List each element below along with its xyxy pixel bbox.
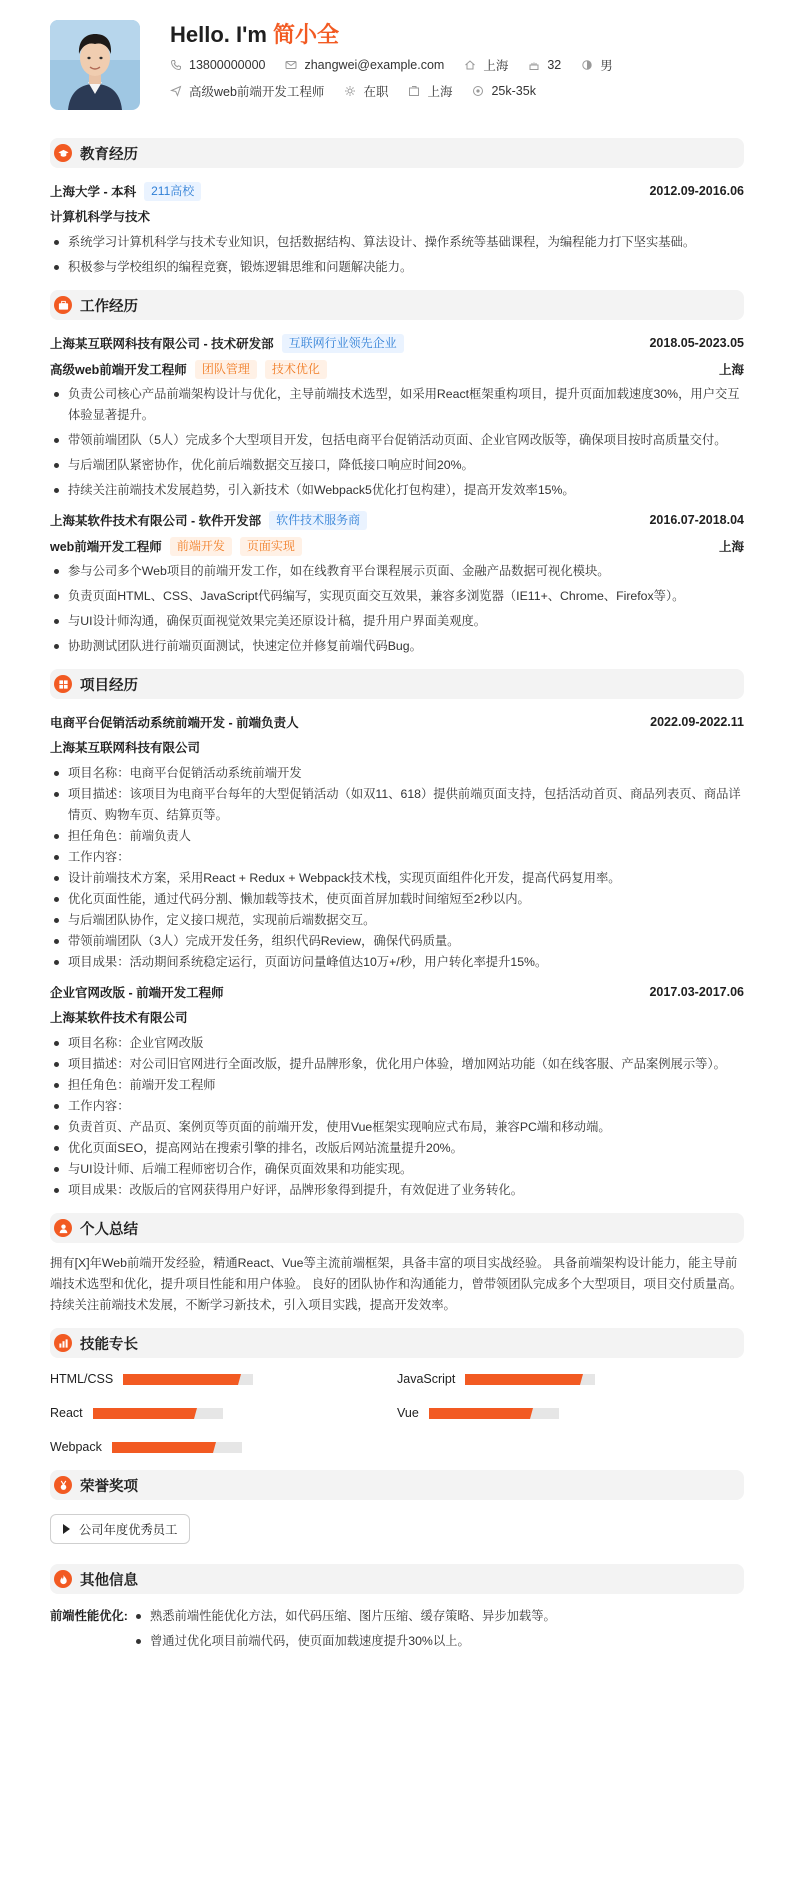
skill-bar: [93, 1408, 223, 1419]
section-other: 其他信息: [50, 1564, 744, 1594]
user-icon: [54, 1219, 72, 1237]
job-date: 2018.05-2023.05: [649, 336, 744, 350]
other-label: 前端性能优化:: [50, 1609, 128, 1623]
skill-item: JavaScript: [397, 1368, 744, 1390]
list-item: 与后端团队紧密协作，优化前后端数据交互接口，降低接口响应时间20%。: [50, 455, 744, 476]
phone-icon: [170, 59, 182, 71]
project-date: 2017.03-2017.06: [649, 985, 744, 999]
other-list: [132, 1604, 556, 1654]
project-entry: [50, 709, 744, 735]
page-title: Hello. I'm 简小全: [170, 22, 340, 47]
list-item: 参与公司多个Web项目的前端开发工作，如在线教育平台课程展示页面、金融产品数据可视化模块。: [50, 561, 744, 582]
job-date: 2016.07-2018.04: [649, 513, 744, 527]
skill-item: Webpack: [50, 1436, 397, 1458]
list-item: 负责页面HTML、CSS、JavaScript代码编写，实现页面交互效果，兼容多浏览器（IE11+、Chrome、Firefox等）。: [50, 586, 744, 607]
company-name: 上海某互联网科技有限公司 - 技术研发部: [50, 337, 274, 351]
skill-bar: [429, 1408, 559, 1419]
major: 计算机科学与技术: [50, 210, 151, 224]
list-item: 优化页面SEO，提高网站在搜索引擎的排名，改版后网站流量提升20%。: [50, 1138, 744, 1159]
company-tag: 软件技术服务商: [269, 511, 367, 530]
skill-item: HTML/CSS: [50, 1368, 397, 1390]
job-role: [50, 533, 744, 559]
list-item: 项目名称：电商平台促销活动系统前端开发: [50, 763, 744, 784]
skills-grid: [50, 1368, 744, 1458]
skill-bar-fill: [112, 1442, 213, 1453]
play-icon: [63, 1524, 70, 1534]
flame-icon: [54, 1570, 72, 1588]
list-item: 曾通过优化项目前端代码，使页面加载速度提升30%以上。: [132, 1629, 556, 1654]
list-item: 带领前端团队（3人）完成开发任务，组织代码Review，确保代码质量。: [50, 931, 744, 952]
skill-bar: [112, 1442, 242, 1453]
grid-icon: [54, 675, 72, 693]
project-list: [50, 763, 744, 973]
skill-bar-fill: [465, 1374, 579, 1385]
education-entry: [50, 178, 744, 204]
list-item: 项目描述：对公司旧官网进行全面改版，提升品牌形象，优化用户体验，增加网站功能（如在线客服、产品案例展示等）。: [50, 1054, 744, 1075]
skill-bar-fill: [123, 1374, 237, 1385]
skill-bar-fill: [429, 1408, 530, 1419]
list-item: 项目成果：活动期间系统稳定运行，页面访问量峰值达10万+/秒，用户转化率提升15%。: [50, 952, 744, 973]
city: 上海: [408, 82, 452, 100]
project-entry: [50, 979, 744, 1005]
list-item: 担任角色：前端负责人: [50, 826, 744, 847]
list-item: 带领前端团队（5人）完成多个大型项目开发，包括电商平台促销活动页面、企业官网改版等，确保项目按时高质量交付。: [50, 430, 744, 451]
list-item: 负责公司核心产品前端架构设计与优化，主导前端技术选型，如采用React框架重构项目，提升页面加载速度30%，用户交互体验显著提升。: [50, 384, 744, 426]
school-name: 上海大学 - 本科: [50, 185, 137, 199]
role-name: web前端开发工程师: [50, 540, 162, 554]
section-projects: 项目经历: [50, 669, 744, 699]
job-entry: [50, 507, 744, 533]
company-tag: 互联网行业领先企业: [282, 334, 404, 353]
email: zhangwei@example.com: [285, 58, 444, 72]
job-list: [50, 561, 744, 657]
project-company: 上海某软件技术有限公司: [50, 1011, 188, 1025]
status: 在职: [344, 82, 388, 100]
salary: 25k-35k: [472, 84, 535, 98]
job-list: [50, 384, 744, 501]
role-name: 高级web前端开发工程师: [50, 363, 187, 377]
role-tag: 页面实现: [240, 537, 302, 556]
summary-text: 拥有[X]年Web前端开发经验，精通React、Vue等主流前端框架，具备丰富的项目实战经验。 具备前端架构设计能力，能主导前端技术选型和优化，提升项目性能和用户体验。 良好的团队协作和沟通能力，曾带领团队完成多个大型项目，项目交付质量高。 持续关注前端技术发展，不断学习新技术，引入项目实践，提高开发效率。: [50, 1256, 743, 1312]
phone: 13800000000: [170, 58, 265, 72]
avatar: [50, 20, 140, 110]
mail-icon: [285, 59, 297, 71]
candidate-name: 简小全: [273, 22, 340, 47]
project-name: 企业官网改版 - 前端开发工程师: [50, 986, 224, 1000]
list-item: 优化页面性能，通过代码分割、懒加载等技术，使页面首屏加载时间缩短至2秒以内。: [50, 889, 744, 910]
job-role: [50, 356, 744, 382]
job-city: 上海: [718, 540, 744, 554]
graduation-cap-icon: [54, 144, 72, 162]
skill-bar-fill: [93, 1408, 194, 1419]
list-item: 担任角色：前端开发工程师: [50, 1075, 744, 1096]
other-info: [50, 1604, 744, 1654]
list-item: 与UI设计师沟通，确保页面视觉效果完美还原设计稿，提升用户界面美观度。: [50, 611, 744, 632]
role-tag: 技术优化: [265, 360, 327, 379]
skill-item: Vue: [397, 1402, 744, 1424]
education-date: 2012.09-2016.06: [649, 184, 744, 198]
section-skills: 技能专长: [50, 1328, 744, 1358]
skill-bar: [123, 1374, 253, 1385]
project-name: 电商平台促销活动系统前端开发 - 前端负责人: [50, 716, 299, 730]
list-item: 负责首页、产品页、案例页等页面的前端开发，使用Vue框架实现响应式布局，兼容PC端和移动端。: [50, 1117, 744, 1138]
list-item: 持续关注前端技术发展趋势，引入新技术（如Webpack5优化打包构建），提高开发效率15%。: [50, 480, 744, 501]
location: 上海: [464, 56, 508, 74]
job-entry: [50, 330, 744, 356]
company-name: 上海某软件技术有限公司 - 软件开发部: [50, 514, 262, 528]
send-icon: [170, 85, 182, 97]
skill-item: React: [50, 1402, 397, 1424]
position: 高级web前端开发工程师: [170, 82, 324, 100]
age: 32: [528, 58, 561, 72]
home-icon: [464, 59, 476, 71]
resume-header: [50, 18, 744, 126]
briefcase-icon: [54, 296, 72, 314]
list-item: 与UI设计师、后端工程师密切合作，确保页面效果和功能实现。: [50, 1159, 744, 1180]
project-company: 上海某互联网科技有限公司: [50, 741, 201, 755]
list-item: 协助测试团队进行前端页面测试，快速定位并修复前端代码Bug。: [50, 636, 744, 657]
list-item: 项目成果：改版后的官网获得用户好评，品牌形象得到提升，有效促进了业务转化。: [50, 1180, 744, 1201]
header-info: [170, 18, 633, 104]
section-summary: 个人总结: [50, 1213, 744, 1243]
project-list: [50, 1033, 744, 1201]
job-city: 上海: [718, 363, 744, 377]
skill-bar: [465, 1374, 595, 1385]
section-work: 工作经历: [50, 290, 744, 320]
project-date: 2022.09-2022.11: [650, 715, 744, 729]
list-item: 工作内容：: [50, 847, 744, 868]
building-icon: [408, 85, 420, 97]
list-item: 项目描述：该项目为电商平台每年的大型促销活动（如双11、618）提供前端页面支持，包括活动首页、商品列表页、商品详情页、购物车页、结算页等。: [50, 784, 744, 826]
list-item: 与后端团队协作，定义接口规范，实现前后端数据交互。: [50, 910, 744, 931]
status-icon: [344, 85, 356, 97]
medal-icon: [54, 1476, 72, 1494]
list-item: 工作内容：: [50, 1096, 744, 1117]
school-tag: 211高校: [144, 182, 201, 201]
gender-icon: [581, 59, 593, 71]
contact-row: [170, 52, 633, 78]
section-education: 教育经历: [50, 138, 744, 168]
cake-icon: [528, 59, 540, 71]
role-tag: 前端开发: [170, 537, 232, 556]
section-awards: 荣誉奖项: [50, 1470, 744, 1500]
bar-chart-icon: [54, 1334, 72, 1352]
list-item: 项目名称：企业官网改版: [50, 1033, 744, 1054]
gender: 男: [581, 56, 613, 74]
role-tag: 团队管理: [195, 360, 257, 379]
award-item[interactable]: 公司年度优秀员工: [50, 1514, 190, 1544]
job-row: [170, 78, 633, 104]
list-item: 系统学习计算机科学与技术专业知识，包括数据结构、算法设计、操作系统等基础课程，为编程能力打下坚实基础。: [50, 232, 744, 253]
list-item: 积极参与学校组织的编程竞赛，锻炼逻辑思维和问题解决能力。: [50, 257, 744, 278]
list-item: 熟悉前端性能优化方法，如代码压缩、图片压缩、缓存策略、异步加载等。: [132, 1604, 556, 1629]
money-icon: [472, 85, 484, 97]
list-item: 设计前端技术方案，采用React + Redux + Webpack技术栈，实现页面组件化开发，提高代码复用率。: [50, 868, 744, 889]
education-list: [50, 232, 744, 278]
